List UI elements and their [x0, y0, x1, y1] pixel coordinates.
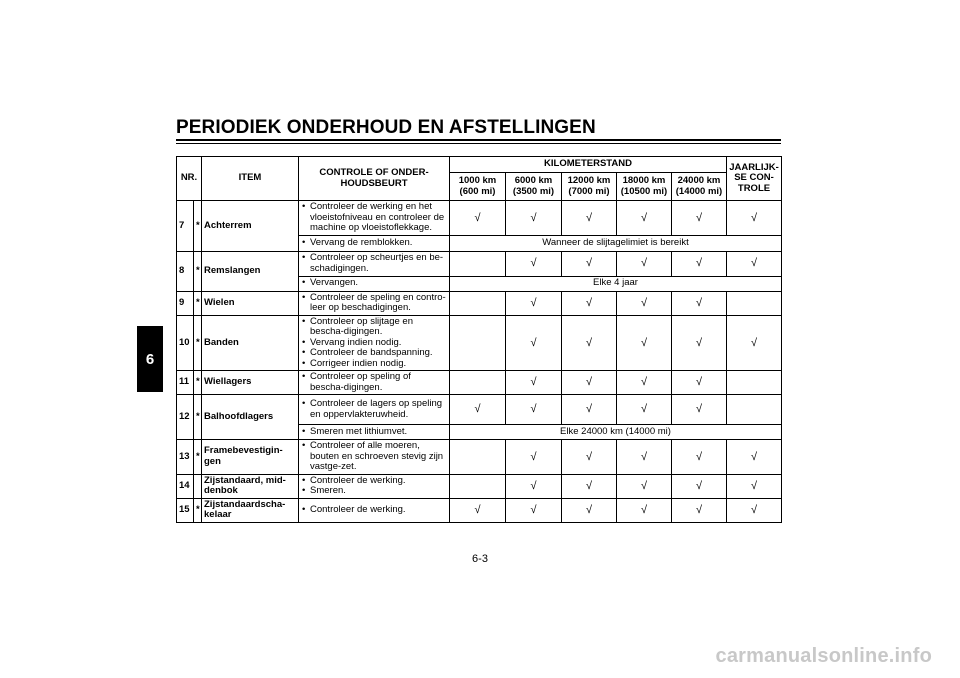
control-item: • Controleer op slijtage en bescha-digingen. — [301, 317, 447, 338]
check-mark: √ — [727, 315, 782, 371]
row-item: Zijstandaardscha-kelaar — [202, 498, 299, 522]
check-mark: √ — [672, 201, 727, 236]
row-control — [299, 291, 450, 315]
check-mark: √ — [506, 474, 562, 498]
check-mark: √ — [506, 251, 562, 276]
row-item: Zijstandaard, mid-denbok — [202, 474, 299, 498]
control-list — [301, 278, 447, 289]
check-mark — [727, 395, 782, 425]
row-item: Remslangen — [202, 251, 299, 291]
check-mark — [450, 474, 506, 498]
check-mark: √ — [450, 201, 506, 236]
check-mark: √ — [450, 395, 506, 425]
check-mark: √ — [506, 371, 562, 395]
table-row — [177, 395, 782, 425]
control-item: • Controleer de werking. — [301, 476, 447, 487]
page-title: PERIODIEK ONDERHOUD EN AFSTELLINGEN — [176, 117, 596, 138]
check-mark: √ — [506, 291, 562, 315]
check-mark — [450, 291, 506, 315]
row-star-marker: * — [194, 291, 202, 315]
control-list — [301, 372, 447, 393]
row-control — [299, 371, 450, 395]
row-star-marker: * — [194, 201, 202, 252]
control-item: • Vervang de remblokken. — [301, 238, 447, 249]
check-mark: √ — [727, 251, 782, 276]
check-mark: √ — [672, 371, 727, 395]
control-item: • Vervangen. — [301, 278, 447, 289]
check-mark: √ — [672, 251, 727, 276]
check-mark: √ — [727, 440, 782, 475]
control-item: • Vervang indien nodig. — [301, 338, 447, 349]
control-list — [301, 293, 447, 314]
control-list — [301, 476, 447, 497]
control-list — [301, 202, 447, 234]
check-mark: √ — [672, 440, 727, 475]
check-mark: √ — [672, 498, 727, 522]
row-number: 11 — [177, 371, 194, 395]
row-control — [299, 474, 450, 498]
control-item: • Controleer op scheurtjes en be-schadigingen. — [301, 253, 447, 274]
check-mark: √ — [727, 474, 782, 498]
control-list — [301, 253, 447, 274]
row-star-marker: * — [194, 395, 202, 440]
row-control — [299, 395, 450, 425]
check-mark — [727, 291, 782, 315]
row-number: 8 — [177, 251, 194, 291]
check-mark: √ — [562, 440, 617, 475]
row-star-marker: * — [194, 440, 202, 475]
header-km-1: 6000 km (3500 mi) — [506, 173, 562, 201]
header-km-0: 1000 km (600 mi) — [450, 173, 506, 201]
row-number: 7 — [177, 201, 194, 252]
header-annual: JAARLIJK- SE CON- TROLE — [727, 157, 782, 201]
check-mark: √ — [506, 440, 562, 475]
check-mark: √ — [727, 498, 782, 522]
check-mark: √ — [562, 291, 617, 315]
row-number: 10 — [177, 315, 194, 371]
row-star-marker: * — [194, 371, 202, 395]
check-mark: √ — [562, 498, 617, 522]
header-km-2: 12000 km (7000 mi) — [562, 173, 617, 201]
row-item: Wielen — [202, 291, 299, 315]
table-row — [177, 315, 782, 371]
control-list — [301, 441, 447, 473]
title-rule — [176, 139, 781, 141]
control-item: • Controleer of alle moeren, bouten en schroeven stevig zijn vastge-zet. — [301, 441, 447, 473]
check-mark: √ — [617, 440, 672, 475]
header-km-4: 24000 km (14000 mi) — [672, 173, 727, 201]
check-mark: √ — [617, 474, 672, 498]
header-nr: NR. — [177, 157, 202, 201]
control-item: • Controleer de werking en het vloeistofniveau en controleer de machine op vloeistoflekkage. — [301, 202, 447, 234]
check-mark: √ — [562, 251, 617, 276]
check-mark: √ — [562, 201, 617, 236]
check-mark: √ — [672, 474, 727, 498]
check-mark: √ — [672, 315, 727, 371]
interval-note: Elke 24000 km (14000 mi) — [450, 425, 782, 440]
table-row — [177, 201, 782, 236]
check-mark: √ — [506, 498, 562, 522]
watermark: carmanualsonline.info — [715, 645, 932, 667]
row-number: 9 — [177, 291, 194, 315]
table-body — [177, 201, 782, 523]
chapter-tab: 6 — [137, 326, 163, 392]
check-mark: √ — [450, 498, 506, 522]
check-mark: √ — [727, 201, 782, 236]
table-row — [177, 371, 782, 395]
control-list — [301, 399, 447, 420]
row-control — [299, 276, 450, 291]
control-list — [301, 238, 447, 249]
row-control — [299, 315, 450, 371]
check-mark: √ — [617, 251, 672, 276]
check-mark — [727, 371, 782, 395]
page-number: 6-3 — [472, 553, 488, 565]
row-number: 15 — [177, 498, 194, 522]
control-item: • Smeren met lithiumvet. — [301, 427, 447, 438]
check-mark: √ — [617, 201, 672, 236]
row-control — [299, 201, 450, 236]
row-item: Achterrem — [202, 201, 299, 252]
table-row — [177, 251, 782, 276]
control-list — [301, 505, 447, 516]
header-control: CONTROLE OF ONDER- HOUDSBEURT — [299, 157, 450, 201]
row-star-marker — [194, 474, 202, 498]
control-item: • Controleer de lagers op speling en oppervlakteruwheid. — [301, 399, 447, 420]
table-header — [177, 157, 782, 201]
control-item: • Controleer de werking. — [301, 505, 447, 516]
table-row — [177, 498, 782, 522]
check-mark — [450, 440, 506, 475]
row-control — [299, 440, 450, 475]
control-list — [301, 427, 447, 438]
control-item: • Controleer op speling of bescha-digingen. — [301, 372, 447, 393]
check-mark: √ — [562, 474, 617, 498]
interval-note: Elke 4 jaar — [450, 276, 782, 291]
check-mark: √ — [506, 315, 562, 371]
check-mark: √ — [672, 395, 727, 425]
row-item: Banden — [202, 315, 299, 371]
check-mark: √ — [617, 395, 672, 425]
check-mark — [450, 251, 506, 276]
control-item: • Controleer de speling en contro-leer op beschadigingen. — [301, 293, 447, 314]
row-control — [299, 498, 450, 522]
row-item: Wiellagers — [202, 371, 299, 395]
check-mark: √ — [562, 315, 617, 371]
check-mark: √ — [562, 371, 617, 395]
row-control — [299, 425, 450, 440]
header-km-3: 18000 km (10500 mi) — [617, 173, 672, 201]
check-mark: √ — [506, 201, 562, 236]
check-mark: √ — [617, 371, 672, 395]
title-rule-thin — [176, 143, 781, 144]
row-number: 13 — [177, 440, 194, 475]
maintenance-table — [176, 156, 782, 523]
row-star-marker: * — [194, 251, 202, 291]
row-number: 12 — [177, 395, 194, 440]
header-km-group: KILOMETERSTAND — [450, 157, 727, 173]
control-item: • Corrigeer indien nodig. — [301, 359, 447, 370]
control-item: • Controleer de bandspanning. — [301, 348, 447, 359]
table-row — [177, 440, 782, 475]
control-list — [301, 317, 447, 370]
table-row — [177, 291, 782, 315]
check-mark: √ — [562, 395, 617, 425]
check-mark — [450, 371, 506, 395]
table-row — [177, 474, 782, 498]
control-item: • Smeren. — [301, 486, 447, 497]
row-item: Framebevestigin-gen — [202, 440, 299, 475]
row-star-marker: * — [194, 498, 202, 522]
row-control — [299, 251, 450, 276]
check-mark: √ — [617, 291, 672, 315]
check-mark: √ — [617, 498, 672, 522]
check-mark — [450, 315, 506, 371]
header-item: ITEM — [202, 157, 299, 201]
interval-note: Wanneer de slijtagelimiet is bereikt — [450, 235, 782, 251]
check-mark: √ — [617, 315, 672, 371]
check-mark: √ — [672, 291, 727, 315]
row-item: Balhoofdlagers — [202, 395, 299, 440]
row-number: 14 — [177, 474, 194, 498]
row-star-marker: * — [194, 315, 202, 371]
check-mark: √ — [506, 395, 562, 425]
row-control — [299, 235, 450, 251]
